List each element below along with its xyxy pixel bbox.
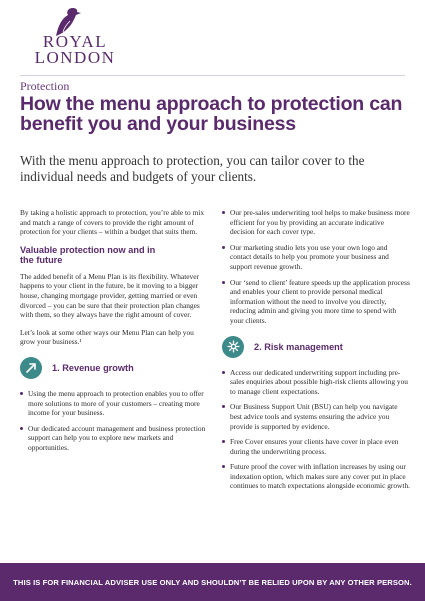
step-revenue-growth [20,357,210,379]
flexibility-paragraph: The added benefit of a Menu Plan is its flexibility. Whatever happens to your client in the future, be it moving to a bigger house, changing mortgage provider, getting married or even divorced – you can be sure that their protection plan changes with them, so they always have the right amount of cover. [20,271,200,320]
section-label: Protection [20,79,70,93]
disclaimer-text: THIS IS FOR FINANCIAL ADVISER USE ONLY AND SHOULDN’T BE RELIED UPON BY ANY OTHER PERSON. [13,577,412,587]
step-label: 2. Risk management [254,341,343,352]
list-item: Using the menu approach to protection enables you to offer more solutions to more of your customers – creating more income for your business. [20,389,210,418]
list-item: Our Business Support Unit (BSU) can help you navigate best advice tools and systems ensuring the advice you provide is supported by evidence. [222,402,410,431]
disclaimer-footer [0,563,425,601]
tools-bullets [222,208,410,326]
list-item: Access our dedicated underwriting support including pre-sales enquiries about possible high-risk clients allowing you to manage client expectations. [222,368,410,397]
brand-wordmark [20,34,130,66]
section-heading: Valuable protection now and in the future [20,244,156,266]
list-item: Our marketing studio lets you use your own logo and contact details to help you promote your business and support revenue growth. [222,243,410,272]
page-subtitle: With the menu approach to protection, you can tailor cover to the individual needs and budgets of your clients. [20,153,365,184]
list-item: Our pre-sales underwriting tool helps to make business more efficient for you by providing an accurate indicative decision for each cover type. [222,208,410,237]
list-item: Our dedicated account management and business protection support can help you to explore new markets and opportunities. [20,424,210,453]
list-item: Our ‘send to client’ feature speeds up the application process and enables your client to provide personal medical information without the need to involve you directly, reducing admin and giving you more time to spend with your clients. [222,278,410,326]
brand-line-1: ROYAL [42,32,108,51]
grow-business-paragraph: Let’s look at some other ways our Menu Plan can help you grow your business.¹ [20,327,194,347]
page-title: How the menu approach to protection can benefit you and your business [20,93,403,135]
list-item: Free Cover ensures your clients have cover in place even during the underwriting process. [222,437,410,456]
right-column [222,208,410,497]
royal-london-logo [20,6,130,68]
trend-arrow-icon [20,357,42,379]
step-risk-management [222,336,410,358]
risk-bullets [222,368,410,492]
brand-line-2: LONDON [34,48,116,67]
step-label: 1. Revenue growth [52,362,134,373]
left-column [20,208,210,459]
gear-icon [222,336,244,358]
header-divider [20,75,405,76]
intro-paragraph: By taking a holistic approach to protection, you’re able to mix and match a range of covers to provide the right amount of protection for your clients – within a budget that suits them. [20,208,205,237]
list-item: Future proof the cover with inflation increases by using our indexation option, which makes sure any cover put in place continues to match expectations alongside economic growth. [222,462,410,491]
revenue-bullets [20,389,210,453]
